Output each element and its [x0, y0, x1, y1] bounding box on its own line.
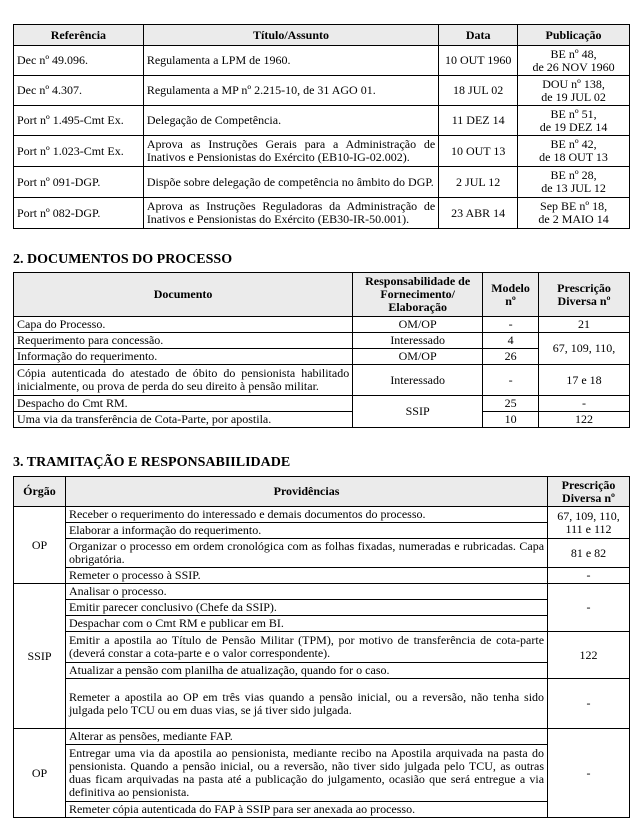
- header-prescricao: [548, 477, 630, 507]
- header-titulo: Título/Assunto: [143, 25, 438, 46]
- orgao-cell: SSIP: [14, 584, 66, 729]
- section-3-heading: 3. TRAMITAÇÃO E RESPONSABIILIDADE: [13, 455, 291, 470]
- pub-line: de 26 NOV 1960: [532, 59, 615, 74]
- title-cell: Aprova as Instruções Reguladoras da Administração de Inativos e Pensionistas do Exército (EB30-IR-50.001).: [143, 198, 438, 229]
- providencia-cell: Despachar com o Cmt RM e publicar em BI.: [65, 616, 547, 632]
- providencia-cell: Atualizar a pensão com planilha de atualização, quando for o caso.: [65, 663, 547, 679]
- table-row: [14, 632, 630, 663]
- presc-cell: 67, 109, 110,: [539, 333, 630, 365]
- pub-line: BE nº 42,: [550, 137, 597, 151]
- title-cell: Regulamenta a LPM de 1960.: [143, 46, 438, 76]
- table-row: [14, 167, 630, 198]
- date-cell: 18 JUL 02: [439, 76, 518, 106]
- table-row: [14, 679, 630, 729]
- modelo-cell: 10: [483, 412, 539, 428]
- pub-line: de 2 MAIO 14: [538, 212, 609, 226]
- pub-line: de 19 DEZ 14: [539, 119, 608, 134]
- table-row: [14, 584, 630, 600]
- title-cell: Delegação de Competência.: [143, 106, 438, 136]
- tramitacao-header-row: [14, 477, 630, 507]
- pub-line: BE nº 48,: [550, 46, 597, 61]
- date-cell: 10 OUT 13: [439, 136, 518, 167]
- table-row: [14, 568, 630, 584]
- section-2-heading: 2. DOCUMENTOS DO PROCESSO: [13, 252, 233, 267]
- pub-line: BE nº 51,: [550, 106, 597, 121]
- date-cell: 11 DEZ 14: [439, 106, 518, 136]
- resp-cell: OM/OP: [353, 349, 483, 365]
- resp-cell: Interessado: [353, 333, 483, 349]
- modelo-cell: 25: [483, 396, 539, 412]
- presc-cell: 67, 109, 110, 111 e 112: [548, 507, 630, 539]
- references-table: [13, 24, 630, 229]
- table-row: [14, 349, 630, 365]
- table-row: [14, 539, 630, 568]
- header-modelo: [483, 273, 539, 317]
- header-referencia: Referência: [14, 25, 144, 46]
- presc-cell: -: [548, 584, 630, 632]
- presc-cell: -: [539, 396, 630, 412]
- pub-cell: [518, 106, 630, 136]
- providencia-cell: Organizar o processo em ordem cronológica com as folhas fixadas, numeradas e rubricadas. Capa obrigatória.: [65, 539, 547, 568]
- ref-cell: Dec nº 4.307.: [14, 76, 144, 106]
- providencia-cell: Emitir parecer conclusivo (Chefe da SSIP).: [65, 600, 547, 616]
- title-cell: Aprova as Instruções Gerais para a Administração de Inativos e Pensionistas do Exército (EB10-IG-02.002).: [143, 136, 438, 167]
- presc-cell: 21: [539, 317, 630, 333]
- title-cell: Regulamenta a MP nº 2.215-10, de 31 AGO 01.: [143, 76, 438, 106]
- presc-cell: 122: [539, 412, 630, 428]
- references-header-row: [14, 25, 630, 46]
- presc-cell: -: [548, 568, 630, 584]
- pub-cell: [518, 46, 630, 76]
- table-row: [14, 317, 630, 333]
- pub-line: DOU nº 138,: [542, 76, 605, 91]
- providencia-cell: Emitir a apostila ao Título de Pensão Militar (TPM), por motivo de transferência de cota-parte (deverá constar a cota-parte e o valor correspondente).: [65, 632, 547, 663]
- header-data: Data: [439, 25, 518, 46]
- modelo-cell: 4: [483, 333, 539, 349]
- header-responsabilidade: [353, 273, 483, 317]
- presc-cell: 122: [548, 632, 630, 679]
- pub-line: de 18 OUT 13: [539, 150, 608, 164]
- date-cell: 23 ABR 14: [439, 198, 518, 229]
- table-row: [14, 198, 630, 229]
- header-line: Fornecimento/: [380, 287, 455, 301]
- pub-line: de 13 JUL 12: [541, 181, 606, 195]
- resp-cell: OM/OP: [353, 317, 483, 333]
- doc-cell: Cópia autenticada do atestado de óbito do pensionista habilitado inicialmente, ou prova de perda do seu direito à pensão militar.: [14, 365, 353, 396]
- date-cell: 2 JUL 12: [439, 167, 518, 198]
- providencia-cell: Alterar as pensões, mediante FAP.: [65, 729, 547, 745]
- documents-table: [13, 272, 630, 428]
- header-line: Prescrição: [557, 280, 611, 295]
- header-line: Diversa nº: [557, 293, 611, 308]
- pub-cell: [518, 136, 630, 167]
- presc-cell: 81 e 82: [548, 539, 630, 568]
- header-publicacao: Publicação: [518, 25, 630, 46]
- table-row: [14, 663, 630, 679]
- header-orgao: Órgão: [14, 477, 66, 507]
- table-row: [14, 46, 630, 76]
- table-row: [14, 507, 630, 523]
- header-line: nº: [505, 293, 516, 308]
- ref-cell: Port nº 091-DGP.: [14, 167, 144, 198]
- pub-cell: [518, 198, 630, 229]
- table-row: [14, 106, 630, 136]
- providencia-cell: Elaborar a informação do requerimento.: [65, 523, 547, 539]
- table-row: [14, 365, 630, 396]
- doc-cell: Requerimento para concessão.: [14, 333, 353, 349]
- doc-cell: Uma via da transferência de Cota-Parte, por apostila.: [14, 412, 353, 428]
- table-row: [14, 600, 630, 616]
- table-row: [14, 802, 630, 818]
- resp-cell: Interessado: [353, 365, 483, 396]
- orgao-cell: OP: [14, 507, 66, 584]
- title-cell: Dispõe sobre delegação de competência no âmbito do DGP.: [143, 167, 438, 198]
- header-documento: Documento: [14, 273, 353, 317]
- table-row: [14, 729, 630, 745]
- documents-header-row: [14, 273, 630, 317]
- doc-cell: Informação do requerimento.: [14, 349, 353, 365]
- table-row: [14, 76, 630, 106]
- providencia-cell: Remeter o processo à SSIP.: [65, 568, 547, 584]
- presc-cell: -: [548, 729, 630, 818]
- header-line: Modelo: [491, 280, 530, 295]
- header-line: Elaboração: [388, 300, 447, 314]
- providencia-cell: Analisar o processo.: [65, 584, 547, 600]
- pub-cell: [518, 167, 630, 198]
- tramitacao-table: [13, 476, 630, 818]
- providencia-cell: Receber o requerimento do interessado e demais documentos do processo.: [65, 507, 547, 523]
- doc-cell: Despacho do Cmt RM.: [14, 396, 353, 412]
- ref-cell: Port nº 082-DGP.: [14, 198, 144, 229]
- resp-cell: SSIP: [353, 396, 483, 428]
- table-row: [14, 333, 630, 349]
- pub-line: Sep BE nº 18,: [540, 199, 608, 213]
- pub-line: de 19 JUL 02: [541, 89, 606, 104]
- pub-cell: [518, 76, 630, 106]
- orgao-cell: OP: [14, 729, 66, 818]
- header-line: Responsabilidade de: [365, 274, 471, 288]
- modelo-cell: -: [483, 317, 539, 333]
- header-line: Diversa nº: [562, 490, 615, 505]
- ref-cell: Port nº 1.023-Cmt Ex.: [14, 136, 144, 167]
- modelo-cell: 26: [483, 349, 539, 365]
- header-providencias: Providências: [65, 477, 547, 507]
- providencia-cell: Remeter cópia autenticada do FAP à SSIP para ser anexada ao processo.: [65, 802, 547, 818]
- ref-cell: Dec nº 49.096.: [14, 46, 144, 76]
- table-row: [14, 412, 630, 428]
- date-cell: 10 OUT 1960: [439, 46, 518, 76]
- table-row: [14, 616, 630, 632]
- table-row: [14, 745, 630, 802]
- presc-cell: -: [548, 679, 630, 729]
- table-row: [14, 523, 630, 539]
- table-row: [14, 136, 630, 167]
- header-line: Prescrição: [561, 477, 616, 492]
- ref-cell: Port nº 1.495-Cmt Ex.: [14, 106, 144, 136]
- presc-cell: 17 e 18: [539, 365, 630, 396]
- doc-cell: Capa do Processo.: [14, 317, 353, 333]
- table-row: [14, 396, 630, 412]
- providencia-cell: Entregar uma via da apostila ao pensionista, mediante recibo na Apostila arquivada na pasta do pensionista. Quando a pensão inicial, ou a reversão, não tiver sido julgada pelo TCU, as outras duas ficam arquivadas na pasta até a publicação do julgamento, ocasião que será entregue a via definitiva ao pensionista.: [65, 745, 547, 802]
- providencia-cell: Remeter a apostila ao OP em três vias quando a pensão inicial, ou a reversão, não tenha sido julgada pelo TCU ou em duas vias, se já tiver sido julgada.: [65, 679, 547, 729]
- pub-line: BE nº 28,: [550, 168, 597, 182]
- modelo-cell: -: [483, 365, 539, 396]
- header-prescricao: [539, 273, 630, 317]
